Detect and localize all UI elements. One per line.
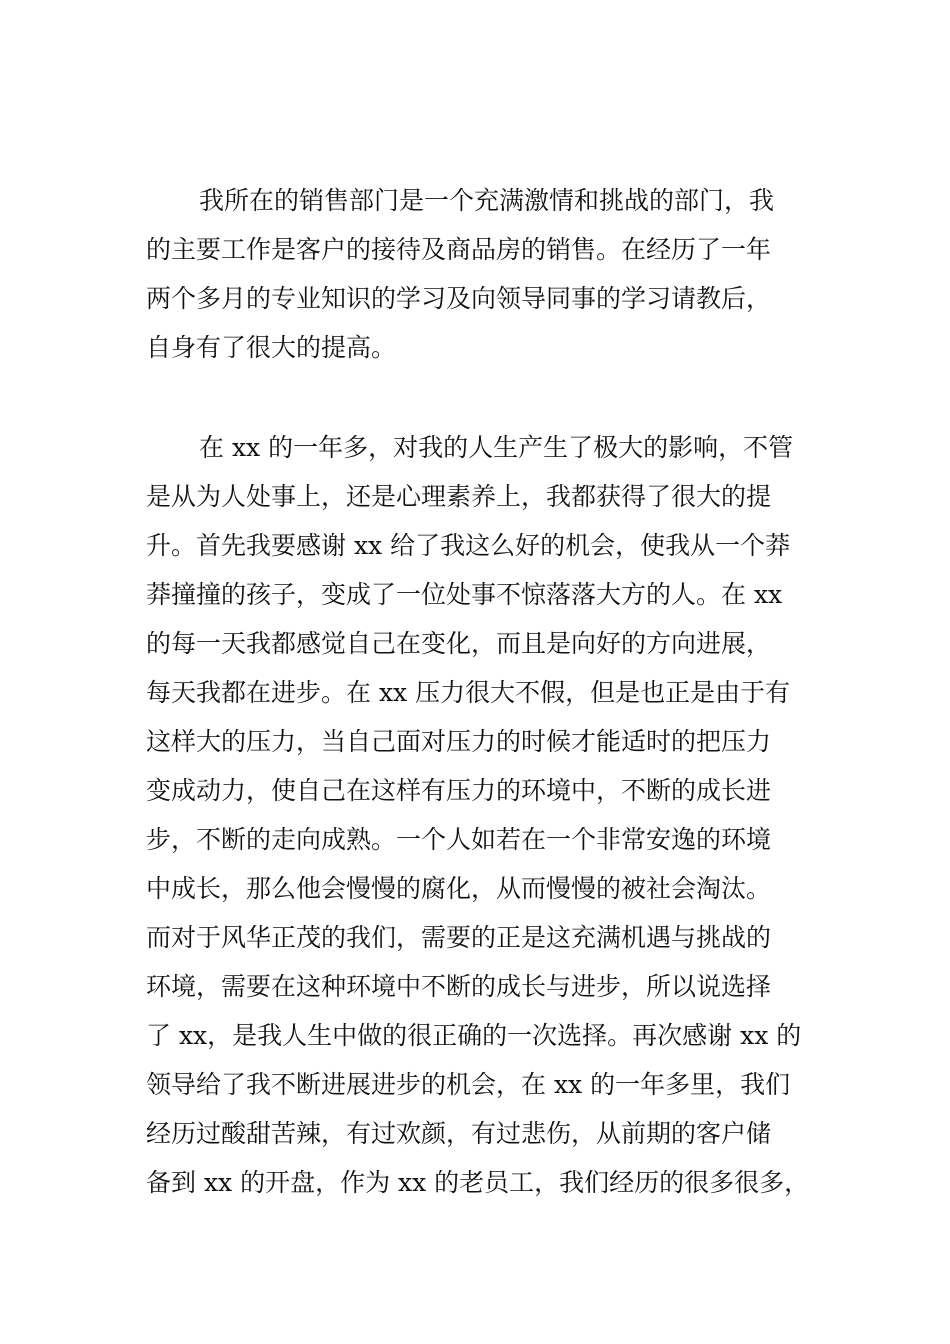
paragraph-line: 经历过酸甜苦辣，有过欢颜，有过悲伤，从前期的客户储 <box>146 1119 772 1148</box>
paragraph-line: 两个多月的专业知识的学习及向领导同事的学习请教后， <box>146 284 772 313</box>
paragraph-line: 这样大的压力，当自己面对压力的时候才能适时的把压力 <box>146 727 772 756</box>
paragraph-line: 而对于风华正茂的我们，需要的正是这充满机遇与挑战的 <box>146 923 772 952</box>
paragraph-line: 我所在的销售部门是一个充满激情和挑战的部门，我 <box>199 186 775 215</box>
paragraph-line: 升。首先我要感谢 xx 给了我这么好的机会，使我从一个莽 <box>146 531 791 560</box>
paragraph-1 <box>146 176 806 372</box>
paragraph-line: 的每一天我都感觉自己在变化，而且是向好的方向进展， <box>146 629 772 658</box>
paragraph-line: 环境，需要在这种环境中不断的成长与进步，所以说选择 <box>146 972 772 1001</box>
paragraph-line: 是从为人处事上，还是心理素养上，我都获得了很大的提 <box>146 482 772 511</box>
paragraph-line: 每天我都在进步。在 xx 压力很大不假，但是也正是由于有 <box>146 678 791 707</box>
paragraph-line: 自身有了很大的提高。 <box>146 333 397 362</box>
paragraph-line: 变成动力，使自己在这样有压力的环境中，不断的成长进 <box>146 776 772 805</box>
paragraph-line: 步，不断的走向成熟。一个人如若在一个非常安逸的环境 <box>146 825 772 854</box>
paragraph-line: 领导给了我不断进展进步的机会，在 xx 的一年多里，我们 <box>146 1070 791 1099</box>
paragraph-line: 莽撞撞的孩子，变成了一位处事不惊落落大方的人。在 xx <box>146 580 783 609</box>
paragraph-line: 在 xx 的一年多，对我的人生产生了极大的影响，不管 <box>199 433 794 462</box>
paragraph-line: 备到 xx 的开盘，作为 xx 的老员工，我们经历的很多很多， <box>146 1168 810 1197</box>
paragraph-line: 的主要工作是客户的接待及商品房的销售。在经历了一年 <box>146 235 772 264</box>
paragraph-line: 了 xx，是我人生中做的很正确的一次选择。再次感谢 xx 的 <box>146 1021 802 1050</box>
paragraph-2 <box>146 423 810 1207</box>
paragraph-line: 中成长，那么他会慢慢的腐化，从而慢慢的被社会淘汰。 <box>146 874 772 903</box>
